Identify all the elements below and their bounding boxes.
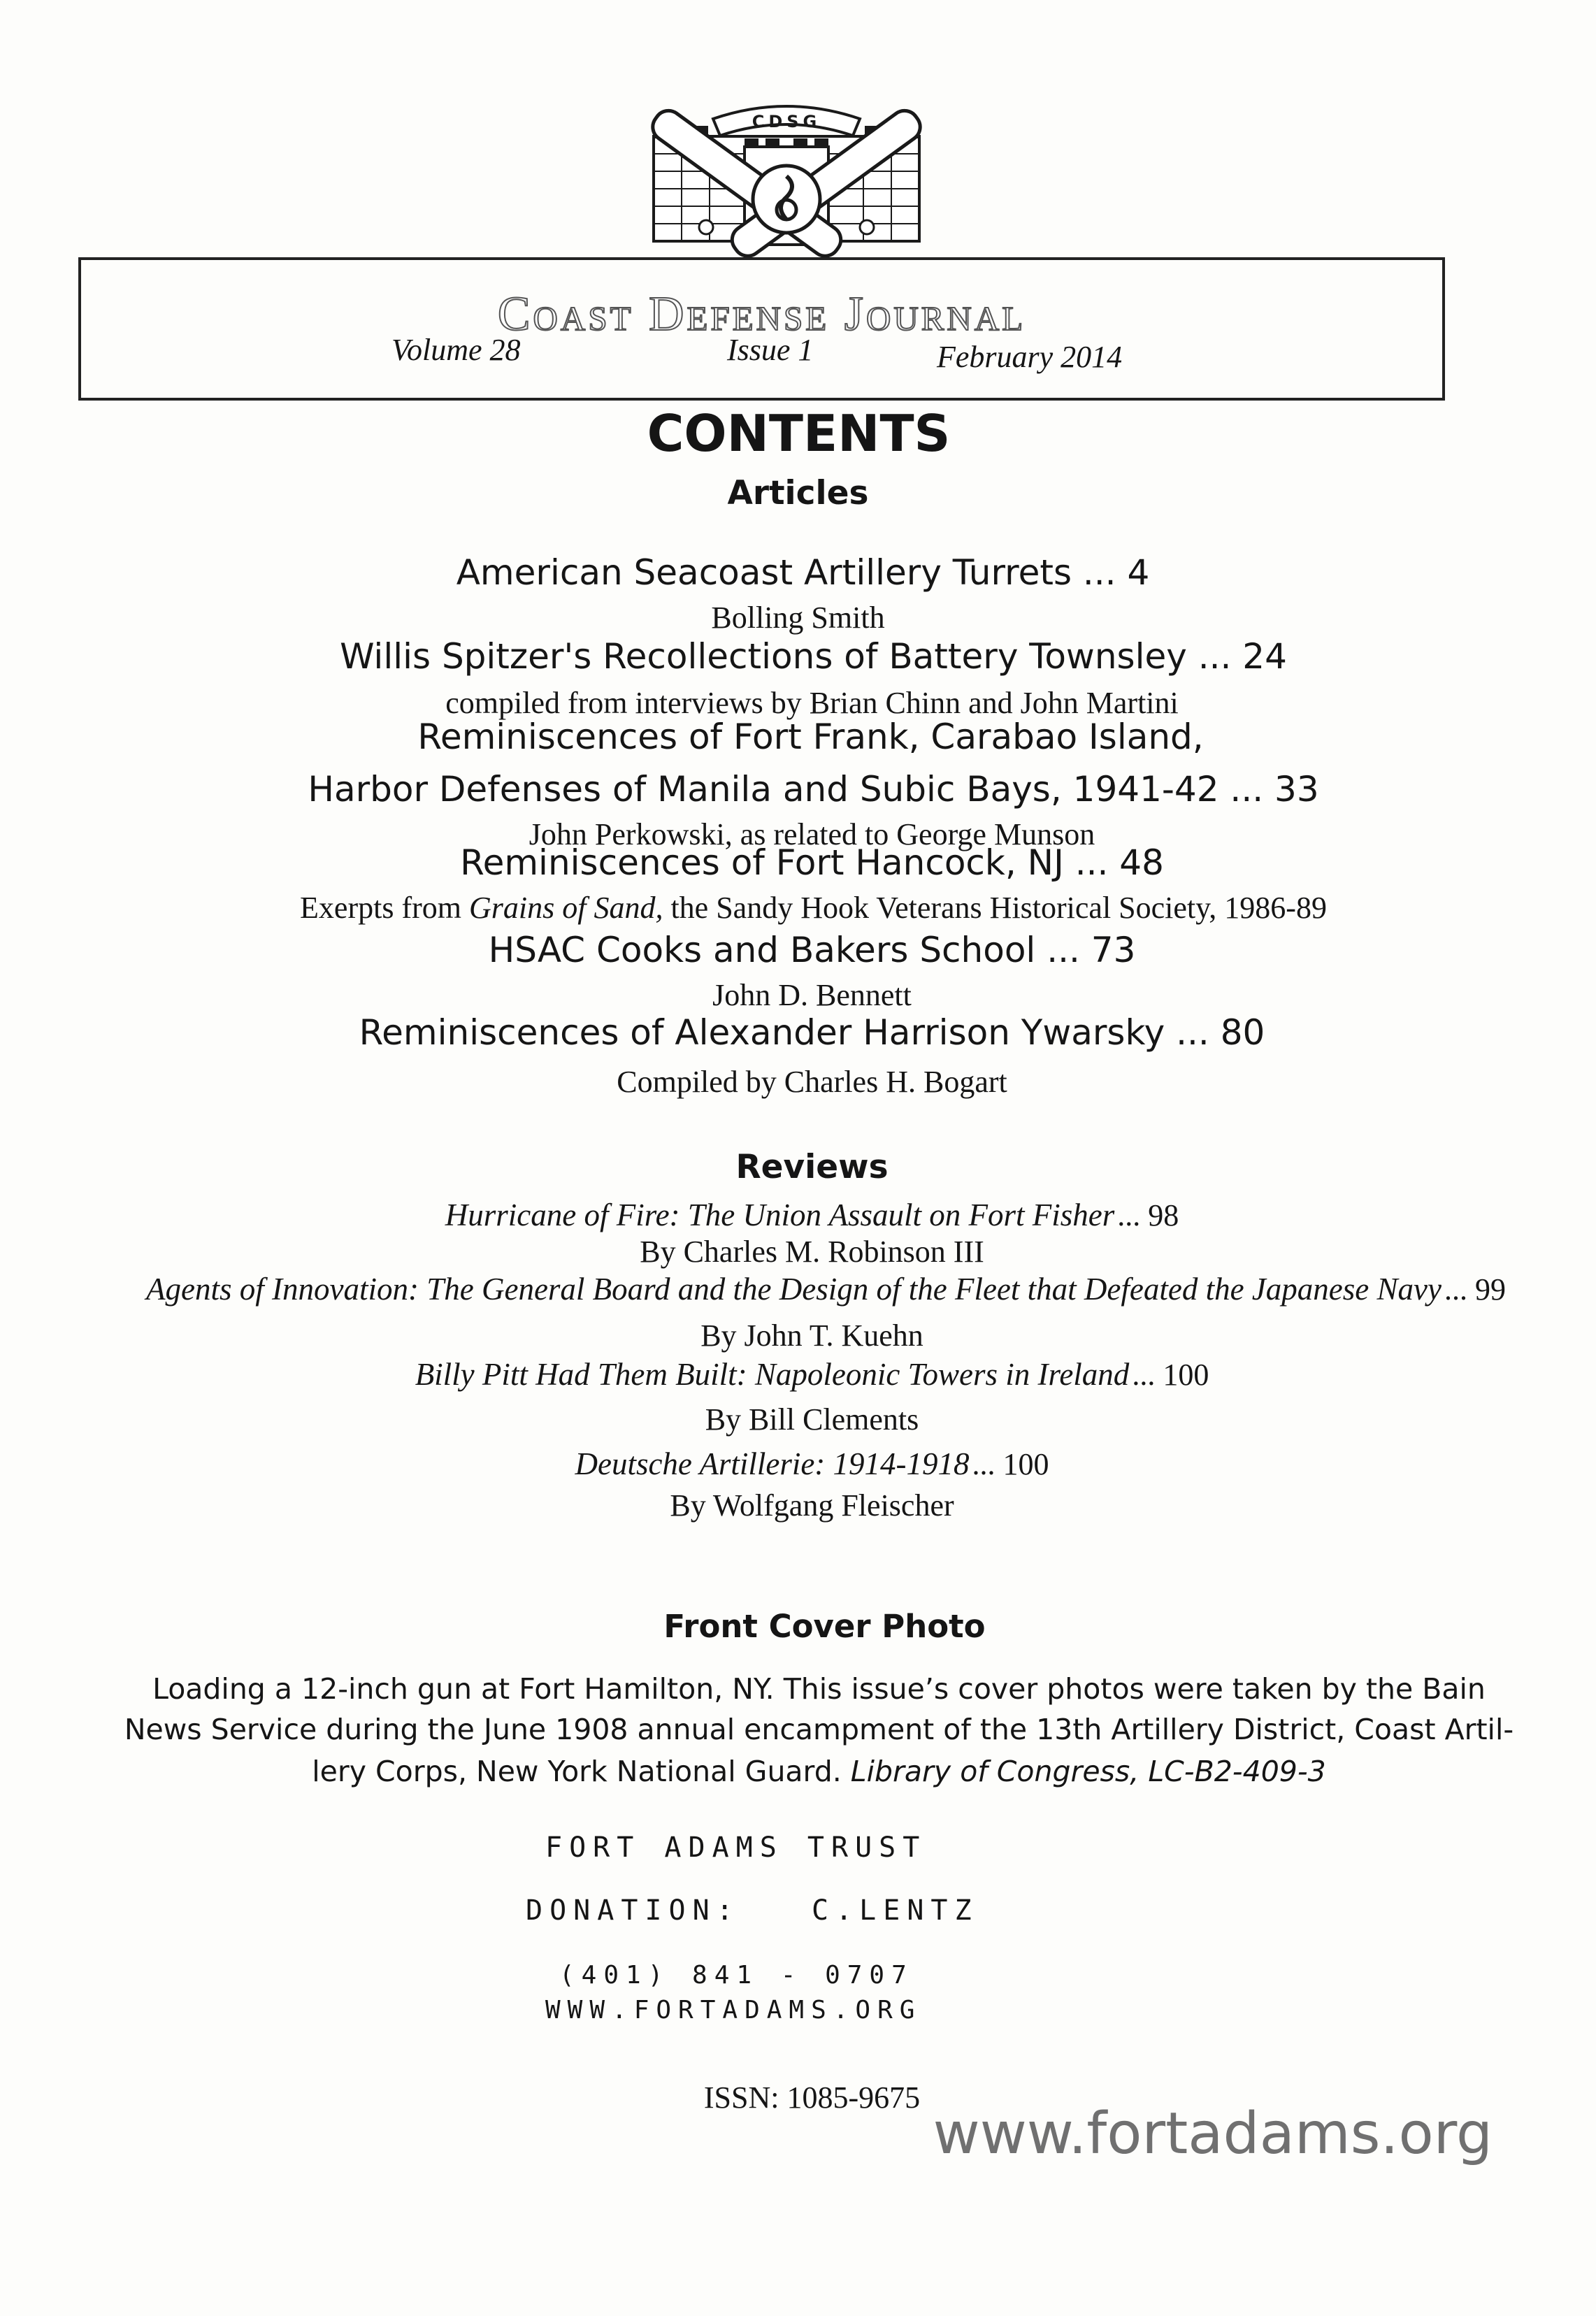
issn: ISSN: 1085-9675: [703, 2080, 921, 2115]
cover-caption-line: lery Corps, New York National Guard. Library of Congress, LC-B2-409-3: [312, 1755, 1326, 1788]
stamp-website: WWW.FORTADAMS.ORG: [545, 1996, 922, 2024]
stamp-donation: DONATION: C.LENTZ: [526, 1894, 979, 1927]
review-byline: By John T. Kuehn: [700, 1318, 923, 1353]
article-byline: compiled from interviews by Brian Chinn and John Martini: [445, 686, 1179, 720]
stamp-org: FORT ADAMS TRUST: [545, 1832, 927, 1864]
article-title-line2: Harbor Defenses of Manila and Subic Bays, 1941-42 ... 33: [308, 769, 1319, 810]
article-title: Reminiscences of Alexander Harrison Ywarsky ... 80: [359, 1012, 1265, 1053]
logo-acronym: CDSG: [752, 112, 821, 131]
review-byline: By Wolfgang Fleischer: [670, 1488, 954, 1523]
article-title: Willis Spitzer's Recollections of Battery Townsley ... 24: [340, 636, 1287, 677]
article-byline: Exerpts from Grains of Sand, the Sandy Hook Veterans Historical Society, 1986-89: [300, 891, 1327, 925]
contents-heading: CONTENTS: [647, 404, 951, 463]
cover-caption-line: News Service during the June 1908 annual encampment of the 13th Artillery District, Coast Artil-: [124, 1713, 1514, 1746]
review-byline: By Charles M. Robinson III: [640, 1235, 984, 1269]
articles-heading: Articles: [727, 474, 869, 512]
review-byline: By Bill Clements: [705, 1402, 919, 1437]
cover-photo-heading: Front Cover Photo: [663, 1608, 986, 1645]
review-entry: Agents of Innovation: The General Board and the Design of the Fleet that Defeated the Japanese Navy ... 99: [146, 1272, 1506, 1307]
website-watermark: www.fortadams.org: [933, 2101, 1493, 2167]
article-byline: Bolling Smith: [711, 600, 885, 635]
review-entry: Billy Pitt Had Them Built: Napoleonic Towers in Ireland ... 100: [415, 1357, 1209, 1392]
article-byline: John Perkowski, as related to George Munson: [529, 817, 1095, 851]
article-byline: John D. Bennett: [712, 978, 912, 1012]
article-title: American Seacoast Artillery Turrets ... 4: [456, 552, 1150, 593]
review-entry: Deutsche Artillerie: 1914-1918 ... 100: [575, 1446, 1049, 1481]
stamp-phone: (401) 841 - 0707: [559, 1961, 914, 1990]
cdsg-logo: [640, 98, 933, 262]
volume-label: Volume 28: [391, 333, 521, 367]
review-entry: Hurricane of Fire: The Union Assault on Fort Fisher ... 98: [445, 1197, 1179, 1232]
cover-caption-line: Loading a 12-inch gun at Fort Hamilton, NY. This issue’s cover photos were taken by the Bain: [152, 1672, 1486, 1706]
article-byline: Compiled by Charles H. Bogart: [617, 1065, 1007, 1099]
issue-label: Issue 1: [727, 333, 814, 367]
issue-date: February 2014: [937, 340, 1123, 374]
journal-title: Coast Defense Journal: [497, 287, 1026, 341]
article-title: Reminiscences of Fort Hancock, NJ ... 48: [460, 842, 1164, 883]
article-title: Reminiscences of Fort Frank, Carabao Island,: [417, 717, 1204, 757]
reviews-heading: Reviews: [735, 1148, 889, 1186]
article-title: HSAC Cooks and Bakers School ... 73: [488, 930, 1136, 970]
